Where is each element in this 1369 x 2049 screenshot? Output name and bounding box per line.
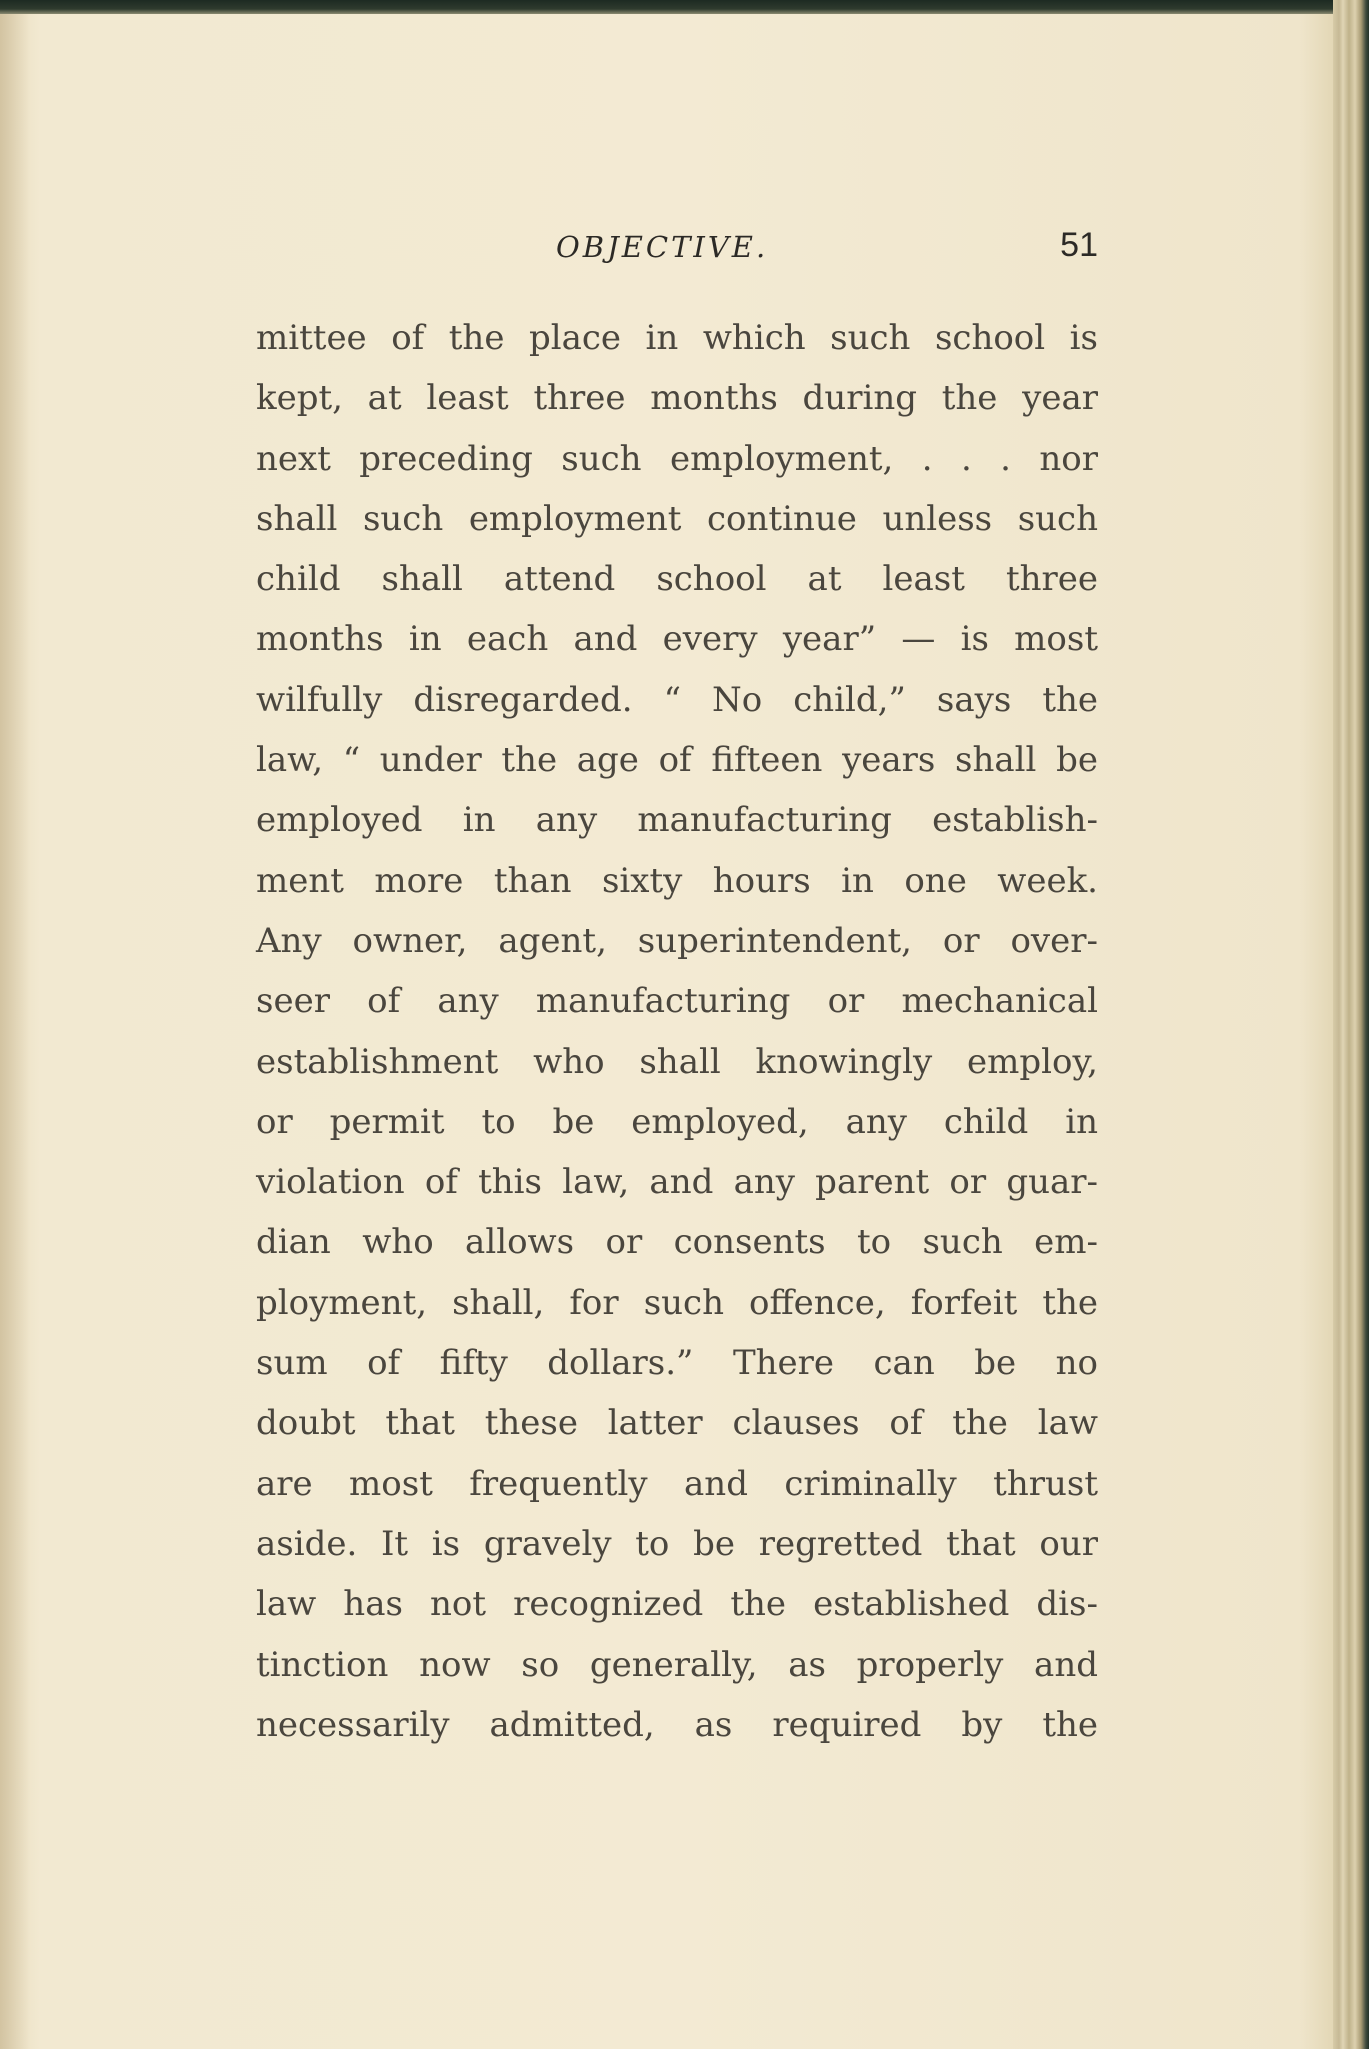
text-line: kept, at least three months during the year [256,378,1098,419]
text-line: doubt that these latter clauses of the law [256,1403,1098,1444]
text-line: or permit to be employed, any child in [256,1101,1098,1142]
text-line: tinction now so generally, as properly and [256,1644,1098,1685]
text-line: Any owner, agent, superintendent, or over- [256,920,1098,961]
text-line: ployment, shall, for such offence, forfeit the [256,1282,1098,1323]
text-line: ment more than sixty hours in one week. [256,860,1098,901]
page-number: 51 [1060,226,1098,264]
text-line: seer of any manufacturing or mechanical [256,981,1098,1022]
text-line: employed in any manufacturing establish- [256,800,1098,841]
text-line: child shall attend school at least three [256,559,1098,600]
text-line: aside. It is gravely to be regretted that our [256,1523,1098,1564]
text-line: dian who allows or consents to such em- [256,1222,1098,1263]
text-line: sum of fifty dollars.” There can be no [256,1343,1098,1384]
text-line: mittee of the place in which such school is [256,318,1098,358]
text-line: law has not recognized the established dis- [256,1584,1098,1625]
book-cover-top-edge [0,0,1369,14]
text-line: months in each and every year” — is most [256,619,1098,660]
text-line: law, “ under the age of fifteen years shall be [256,740,1098,781]
text-line: shall such employment continue unless such [256,498,1098,539]
text-line: necessarily admitted, as required by the [256,1704,1098,1745]
body-text [256,308,1098,1755]
page-header [256,222,1098,278]
text-line: next preceding such employment, . . . nor [256,438,1098,479]
page-stack-edge [1333,0,1369,2049]
text-line: wilfully disregarded. “ No child,” says the [256,679,1098,720]
page-gutter-shadow [0,14,30,2049]
text-line: are most frequently and criminally thrust [256,1463,1098,1504]
running-head: OBJECTIVE. [556,230,769,264]
text-line: establishment who shall knowingly employ, [256,1041,1098,1082]
text-line: violation of this law, and any parent or guar- [256,1162,1098,1203]
